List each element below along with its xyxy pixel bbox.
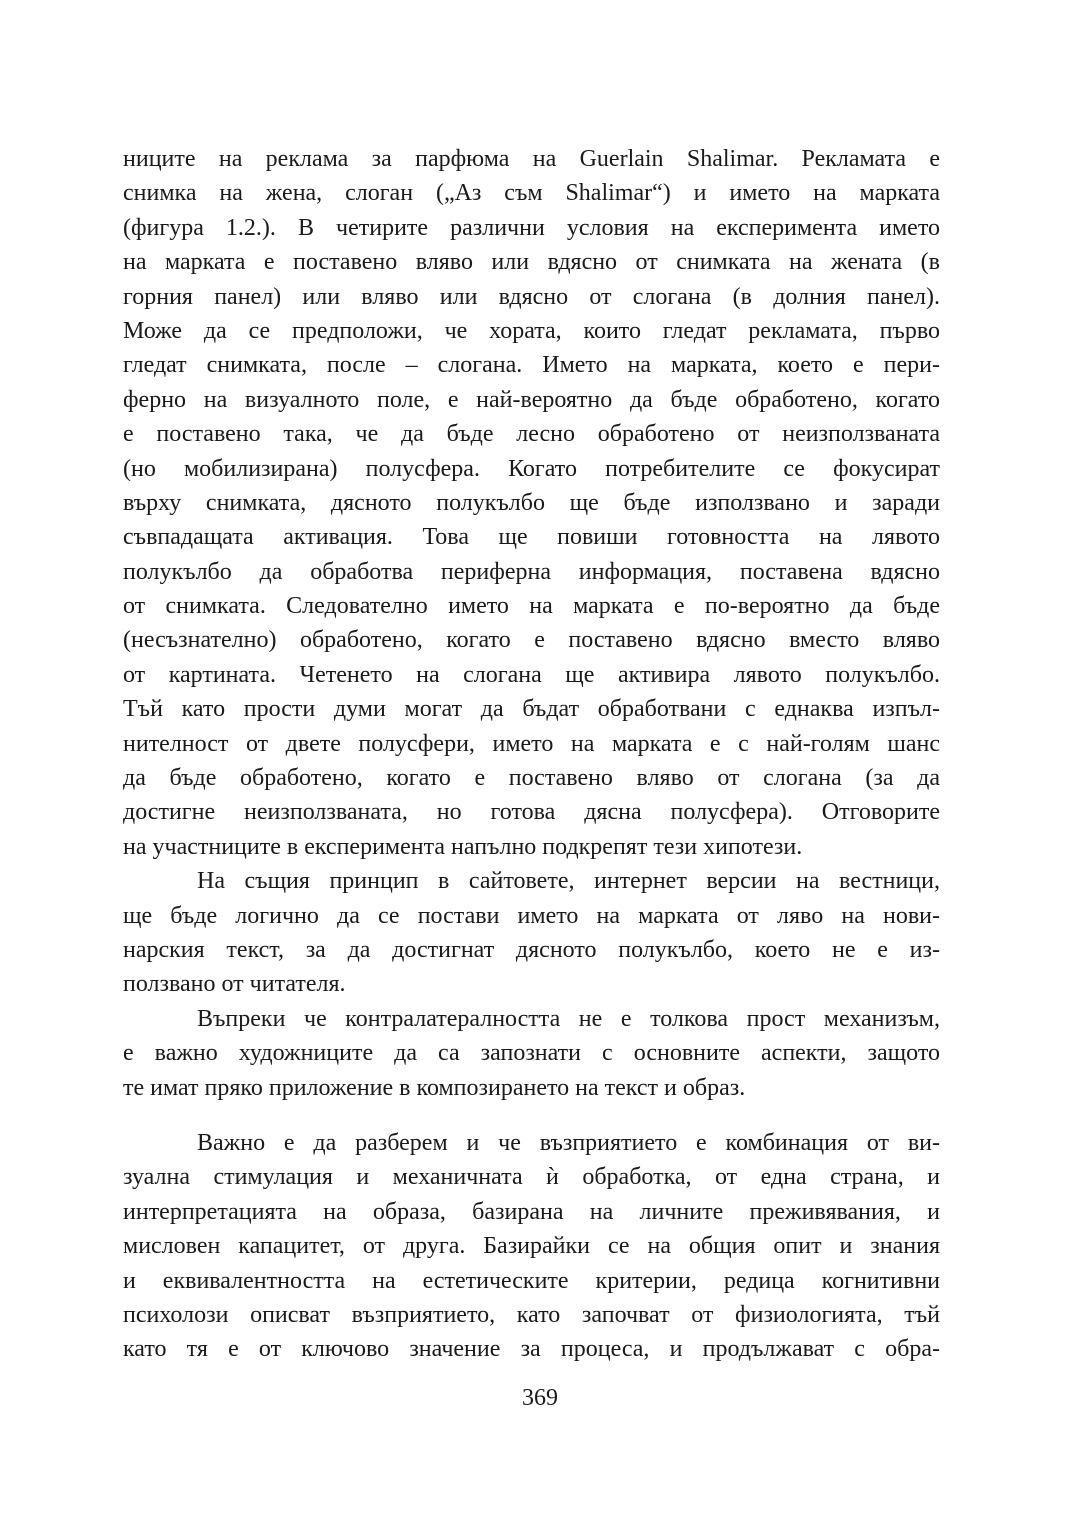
text-line-paragraph-start: На същия принцип в сайтовете, интернет версии на вестници,	[197, 868, 940, 895]
text-line: гледат снимката, после – слогана. Името на марката, което е пери-	[123, 352, 940, 379]
text-line: Тъй като прости думи могат да бъдат обработвани с еднаква изпъл-	[123, 696, 940, 723]
text-line-paragraph-start: Важно е да разберем и че възприятието е комбинация от ви-	[197, 1130, 940, 1156]
text-line: психолози описват възприятието, като започват от физиологията, тъй	[123, 1301, 940, 1328]
text-line: зуална стимулация и механичната ѝ обработка, от една страна, и	[123, 1164, 940, 1191]
text-line: Може да се предположи, че хората, които гледат рекламата, първо	[123, 317, 940, 344]
text-line: полукълбо да обработва периферна информация, поставена вдясно	[123, 558, 940, 585]
body-text-block-2	[123, 1126, 940, 1367]
text-line: нарския текст, за да достигнат дясното полукълбо, което не е из-	[123, 936, 940, 963]
text-line: ще бъде логично да се постави името на марката от ляво на нови-	[123, 902, 940, 929]
text-line: мисловен капацитет, от друга. Базирайки се на общия опит и знания	[123, 1233, 940, 1260]
text-line: да бъде обработено, когато е поставено вляво от слогана (за да	[123, 765, 940, 792]
text-line: те имат пряко приложение в композирането на текст и образ.	[123, 1074, 746, 1101]
text-line: ниците на реклама за парфюма на Guerlain Shalimar. Рекламата е	[123, 146, 940, 172]
text-line: (но мобилизирана) полусфера. Когато потребителите се фокусират	[123, 455, 940, 482]
text-line: (фигура 1.2.). В четирите различни условия на експеримента името	[123, 214, 940, 241]
text-line: е важно художниците да са запознати с основните аспекти, защото	[123, 1040, 940, 1067]
text-line: ферно на визуалното поле, е най-вероятно да бъде обработено, когато	[123, 386, 940, 413]
text-line: като тя е от ключово значение за процеса, и продължават с обра-	[123, 1336, 940, 1363]
text-line: от снимката. Следователно името на марката е по-вероятно да бъде	[123, 593, 940, 620]
text-line: нителност от двете полусфери, името на марката е с най-голям шанс	[123, 730, 940, 757]
text-line: на марката е поставено вляво или вдясно от снимката на жената (в	[123, 249, 940, 276]
text-line-paragraph-start: Въпреки че контралатералността не е толкова прост механизъм,	[197, 1005, 940, 1032]
text-line: снимка на жена, слоган („Аз съм Shalimar“) и името на марката	[123, 180, 940, 207]
text-line: съвпадащата активация. Това ще повиши готовността на лявото	[123, 524, 940, 551]
text-line: (несъзнателно) обработено, когато е поставено вдясно вместо вляво	[123, 627, 940, 654]
body-text-block-1	[123, 142, 940, 1105]
text-line: горния панел) или вляво или вдясно от слогана (в долния панел).	[123, 283, 940, 310]
text-line: върху снимката, дясното полукълбо ще бъде използвано и заради	[123, 489, 940, 516]
text-line: достигне неизползваната, но готова дясна полусфера). Отговорите	[123, 799, 940, 826]
text-line: интерпретацията на образа, базирана на личните преживявания, и	[123, 1198, 940, 1225]
text-line: и еквивалентността на естетическите критерии, редица когнитивни	[123, 1267, 940, 1294]
text-line: е поставено така, че да бъде лесно обработено от неизползваната	[123, 421, 940, 448]
text-line: ползвано от читателя.	[123, 971, 346, 998]
page-number: 369	[522, 1385, 558, 1411]
text-line: на участниците в експеримента напълно подкрепят тези хипотези.	[123, 833, 803, 860]
text-line: от картината. Четенето на слогана ще активира лявото полукълбо.	[123, 661, 940, 688]
